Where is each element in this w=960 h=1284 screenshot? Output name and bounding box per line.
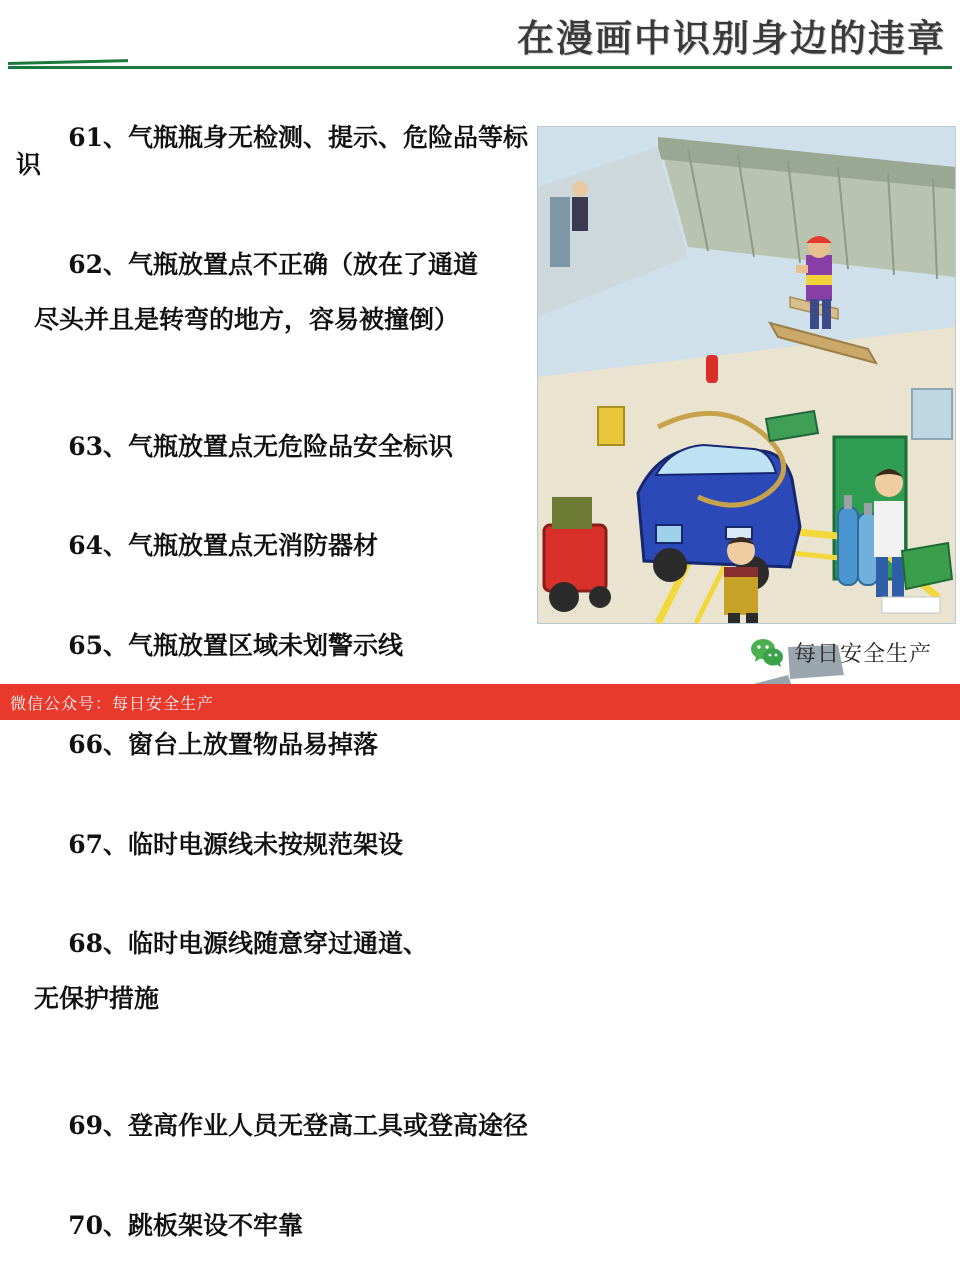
list-item-number: 61、 <box>68 122 129 152</box>
list-item-text: 气瓶放置点无消防器材 <box>128 531 379 560</box>
list-item-text: 气瓶放置区域未划警示线 <box>128 630 404 660</box>
wechat-account-name: 每日安全生产 <box>793 642 932 667</box>
list-item <box>16 604 536 687</box>
list-item-continuation: 尽头并且是转弯的地方，容易被撞倒） <box>34 304 460 334</box>
workshop-illustration <box>537 126 956 624</box>
list-item-number: 65、 <box>68 630 129 660</box>
list-item <box>16 803 536 886</box>
list-item-text: 窗台上放置物品易掉落 <box>128 730 379 759</box>
list-item-number: 69、 <box>68 1111 129 1140</box>
list-item-text: 临时电源线未按规范架设 <box>128 829 404 859</box>
footer-bar <box>0 684 960 720</box>
list-item <box>16 1184 536 1267</box>
page-title: 在漫画中识别身边的违章 <box>517 16 946 60</box>
list-item-number: 63、 <box>68 431 129 461</box>
list-item <box>16 96 536 206</box>
list-item-continuation: 无保护措施 <box>34 984 160 1013</box>
list-item <box>16 505 536 588</box>
list-item-number: 64、 <box>68 531 129 560</box>
list-item <box>16 1085 536 1168</box>
list-item-number: 66、 <box>68 730 129 759</box>
list-item-text: 气瓶瓶身无检测、提示、危险品等标识 <box>16 122 529 179</box>
footer-wechat-text: 微信公众号：每日安全生产 <box>10 696 215 713</box>
list-item-number: 70、 <box>68 1210 129 1240</box>
list-item-text: 气瓶放置点无危险品安全标识 <box>128 431 454 461</box>
list-item-text: 临时电源线随意穿过通道、 <box>128 929 429 958</box>
list-item <box>16 405 536 488</box>
list-item <box>16 223 536 388</box>
list-item <box>16 903 536 1068</box>
wechat-badge <box>750 637 932 668</box>
list-item-text: 气瓶放置点不正确（放在了通道 <box>128 249 479 279</box>
header-rule-accent <box>8 59 128 65</box>
list-item-text: 登高作业人员无登高工具或登高途径 <box>128 1111 529 1140</box>
header-rule <box>8 66 952 69</box>
list-item-text: 跳板架设不牢靠 <box>128 1210 304 1240</box>
list-item-number: 68、 <box>68 929 129 958</box>
list-item-number: 67、 <box>68 829 129 859</box>
slide-header <box>0 0 960 70</box>
list-item-number: 62、 <box>68 249 129 279</box>
wechat-icon <box>750 638 784 668</box>
